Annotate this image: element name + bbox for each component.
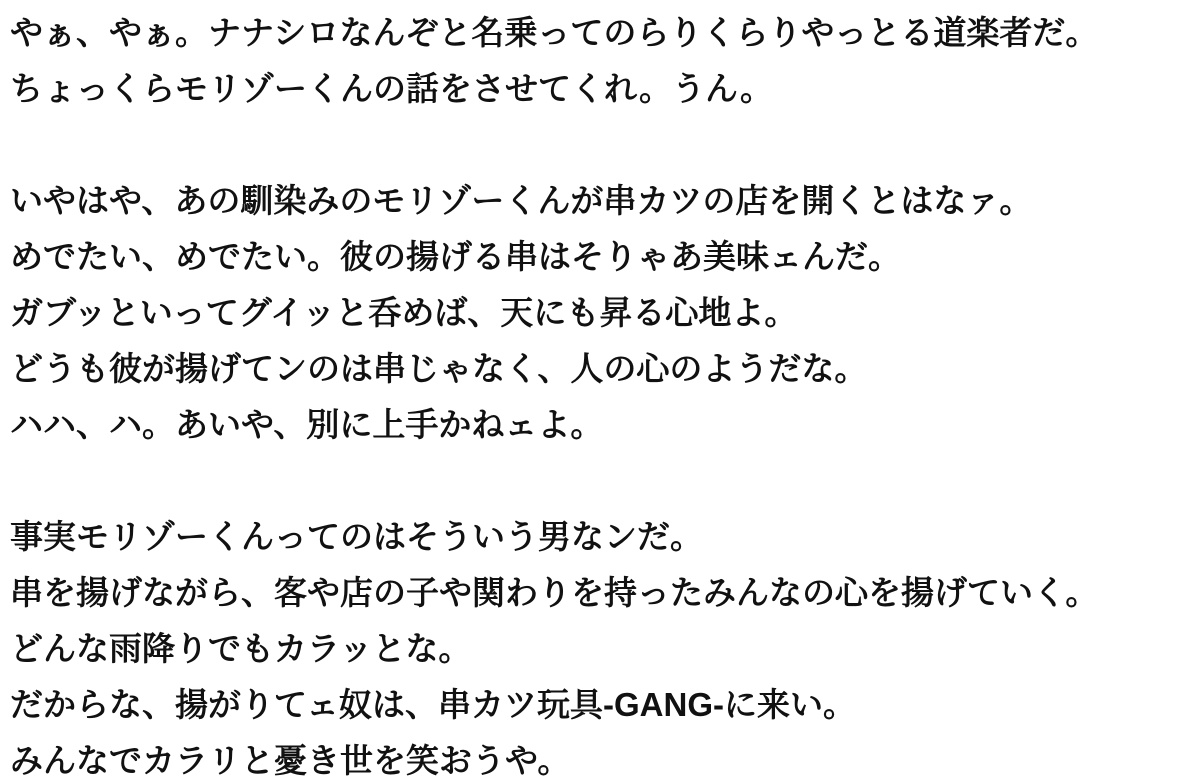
text-line: 串を揚げながら、客や店の子や関わりを持ったみんなの心を揚げていく。: [10, 574, 1099, 611]
text-line: やぁ、やぁ。ナナシロなんぞと名乗ってのらりくらりやっとる道楽者だ。: [10, 14, 1099, 51]
paragraph-intro: [10, 5, 1190, 117]
paragraph-closing: [10, 509, 1190, 782]
text-line: どうも彼が揚げてンのは串じゃなく、人の心のようだな。: [10, 350, 868, 387]
text-line: ガブッといってグイッと呑めば、天にも昇る心地よ。: [10, 294, 798, 331]
text-line: 事実モリゾーくんってのはそういう男なンだ。: [10, 518, 703, 555]
text-line: どんな雨降りでもカラッとな。: [10, 630, 472, 667]
text-line: ちょっくらモリゾーくんの話をさせてくれ。うん。: [10, 70, 773, 107]
text-line: ハハ、ハ。あいや、別に上手かねェよ。: [10, 406, 604, 443]
paragraph-about-morizo: [10, 173, 1190, 453]
text-line: だからな、揚がりてェ奴は、串カツ玩具-GANG-に来い。: [10, 686, 856, 723]
text-line: いやはや、あの馴染みのモリゾーくんが串カツの店を開くとはなァ。: [10, 182, 1033, 219]
text-line: みんなでカラリと憂き世を笑おうや。: [10, 742, 571, 779]
text-line: めでたい、めでたい。彼の揚げる串はそりゃあ美味ェんだ。: [10, 238, 901, 275]
